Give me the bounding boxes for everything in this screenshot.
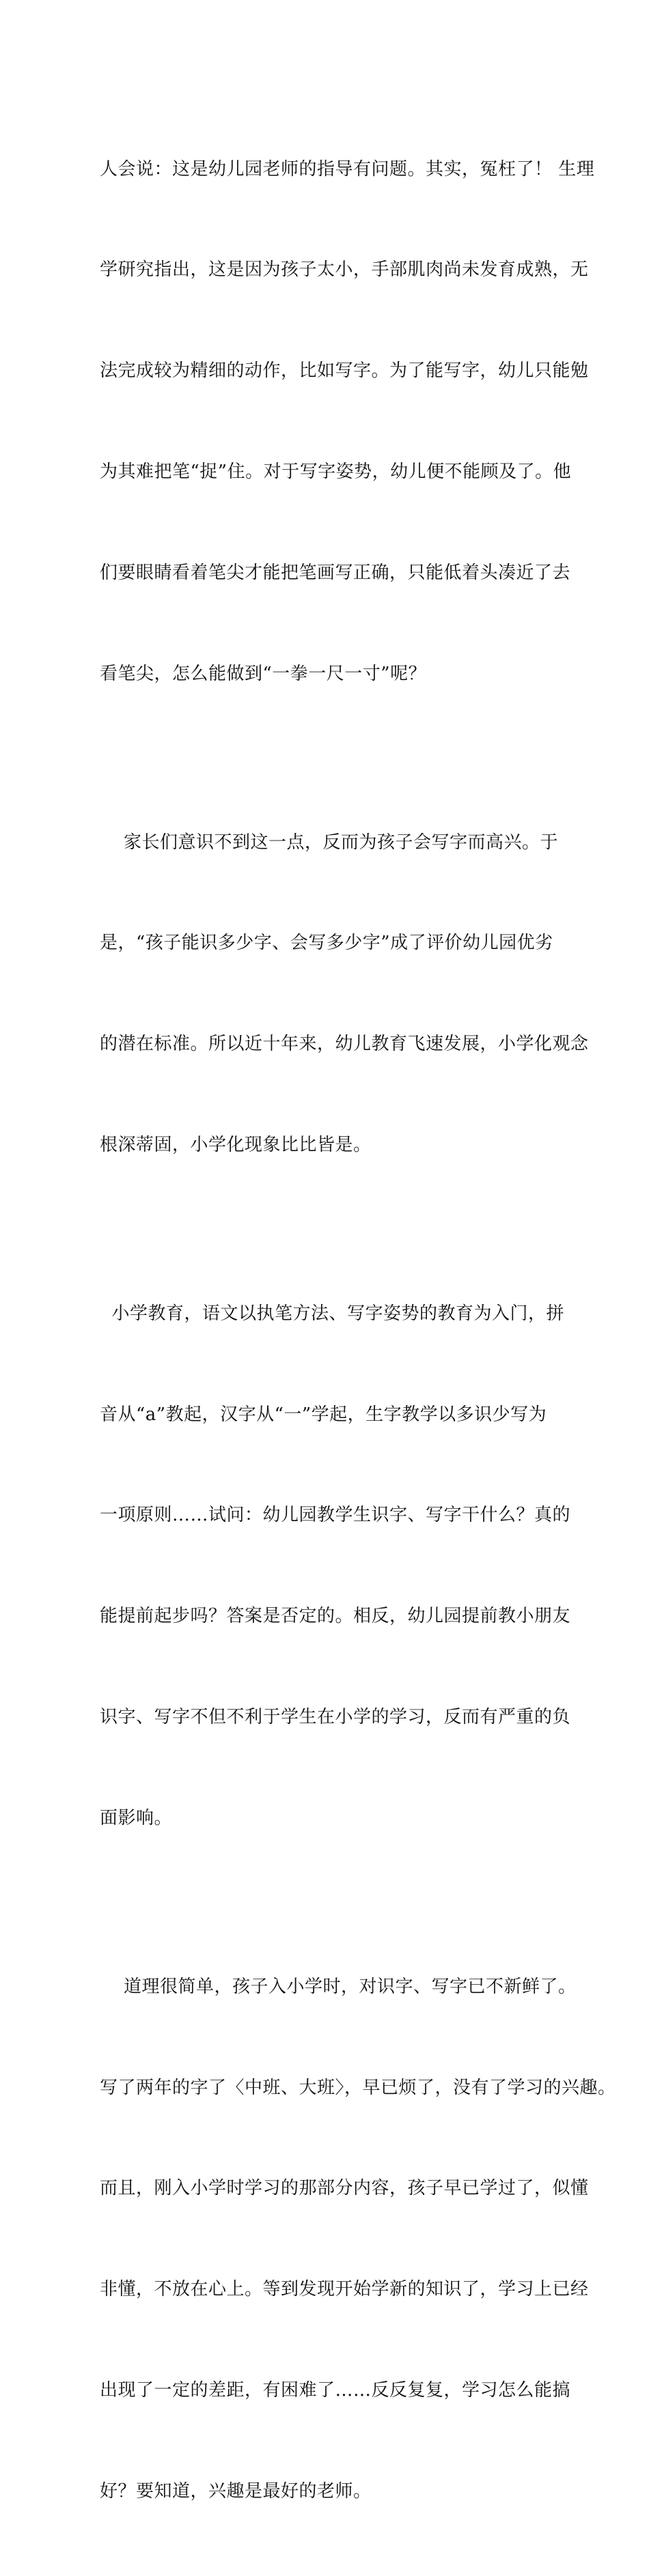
paragraph-4 <box>100 1903 616 2576</box>
text-line: 是，“孩子能识多少字、会写多少字”成了评价幼儿园优劣 <box>100 933 553 954</box>
text-line: 家长们意识不到这一点，反而为孩子会写字而高兴。于 <box>100 832 559 853</box>
text-line: 为其难把笔“捉”住。对于写字姿势，幼儿便不能顾及了。他 <box>100 462 572 483</box>
text-line: 人会说：这是幼儿园老师的指导有问题。其实，冤枉了！ 生理 <box>100 158 595 180</box>
text-line: 好？要知道，兴趣是最好的老师。 <box>100 2481 372 2502</box>
text-line: 法完成较为精细的动作，比如写字。为了能写字，幼儿只能勉 <box>100 360 589 382</box>
text-line: 学研究指出，这是因为孩子太小，手部肌肉尚未发育成熟，无 <box>100 259 589 281</box>
text-line: 能提前起步吗？答案是否定的。相反，幼儿园提前教小朋友 <box>100 1606 571 1627</box>
text-line: 而且，刚入小学时学习的那部分内容，孩子早已学过了，似懂 <box>100 2178 589 2199</box>
text-line: 一项原则……试问：幼儿园教学生识字、写字干什么？真的 <box>100 1505 571 1526</box>
text-line: 看笔尖，怎么能做到“一拳一尺一寸”呢？ <box>100 664 427 685</box>
text-line: 小学教育，语文以执笔方法、写字姿势的教育为入门，拼 <box>100 1303 565 1324</box>
document-body <box>100 85 616 2576</box>
paragraph-3 <box>100 1230 578 1903</box>
text-line: 非懂，不放在心上。等到发现开始学新的知识了，学习上已经 <box>100 2279 589 2300</box>
text-line: 识字、写字不但不利于学生在小学的学习，反而有严重的负 <box>100 1707 571 1728</box>
text-line: 写了两年的字了〈中班、大班〉，早已烦了，没有了学习的兴趣。 <box>100 2077 616 2098</box>
paragraph-1 <box>100 85 595 759</box>
text-line: 道理很简单，孩子入小学时，对识字、写字已不新鲜了。 <box>100 1976 577 1997</box>
text-line: 出现了一定的差距，有困难了……反反复复，学习怎么能搞 <box>100 2380 571 2401</box>
paragraph-2 <box>100 759 589 1230</box>
text-line: 根深蒂固，小学化现象比比皆是。 <box>100 1135 372 1156</box>
text-line: 的潜在标准。所以近十年来，幼儿教育飞速发展，小学化观念 <box>100 1034 589 1055</box>
text-line: 面影响。 <box>100 1808 173 1829</box>
text-line: 音从“a”教起，汉字从“一”学起，生字教学以多识少写为 <box>100 1404 547 1425</box>
text-line: 们要眼睛看着笔尖才能把笔画写正确，只能低着头凑近了去 <box>100 563 571 584</box>
